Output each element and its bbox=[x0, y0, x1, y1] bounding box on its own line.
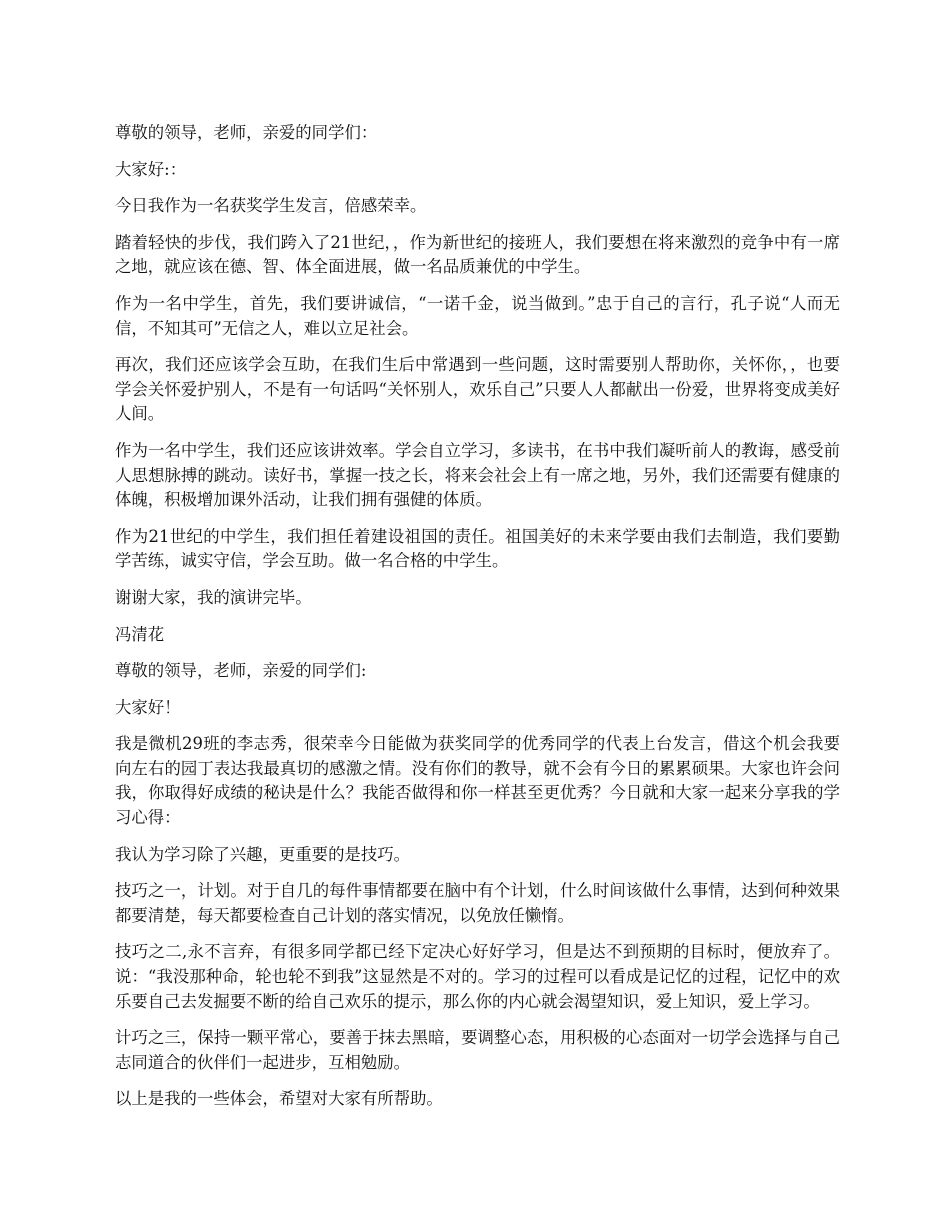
paragraph: 今日我作为一名获奖学生发言，倍感荣幸。 bbox=[115, 196, 427, 216]
paragraph: 踏着轻快的步伐，我们跨入了21世纪，，作为新世纪的接班人，我们要想在将来激烈的竞争中有一席之地，就应该在德、智、体全面进展，做一名品质兼优的中学生。 bbox=[115, 232, 840, 277]
paragraph: 作为21世纪的中学生，我们担任着建设祖国的责任。祖国美好的未来学要由我们去制造，我们要勤学苦练，诚实守信，学会互助。做一名合格的中学生。 bbox=[115, 526, 840, 571]
paragraph: 技巧之二,永不言弃，有很多同学都已经下定决心好好学习，但是达不到预期的目标时，便放弃了。说：“我没那种命，轮也轮不到我”这显然是不对的。学习的过程可以看成是记忆的过程，记忆中的欢乐要自己去发掘要不断的给自己欢乐的提示，那么你的内心就会渴望知识，爱上知识，爱上学习。 bbox=[115, 942, 840, 1011]
paragraph: 技巧之一，计划。对于自几的每件事情都要在脑中有个计划，什么时间该做什么事情，达到何种效果都要清楚，每天都要检查自己计划的落实情况，以免放任懒惰。 bbox=[115, 881, 840, 925]
paragraph: 我是微机29班的李志秀，很荣幸今日能做为获奖同学的优秀同学的代表上台发言，借这个机会我要向左右的园丁表达我最真切的感激之情。没有你们的教导，就不会有今日的累累硕果。大家也许会问我，你取得好成绩的秘诀是什么？我能否做得和你一样甚至更优秀？今日就和大家一起来分享我的学习心得： bbox=[115, 734, 840, 828]
author-name: 冯清花 bbox=[115, 624, 165, 644]
paragraph-salutation: 尊敬的领导，老师，亲爱的同学们: bbox=[115, 661, 367, 681]
paragraph-greeting: 大家好:： bbox=[115, 159, 187, 179]
paragraph-closing: 谢谢大家，我的演讲完毕。 bbox=[115, 587, 312, 607]
paragraph: 我认为学习除了兴趣，更重要的是技巧。 bbox=[115, 844, 411, 864]
paragraph-greeting: 大家好！ bbox=[115, 697, 181, 717]
paragraph: 作为一名中学生，我们还应该讲效率。学会自立学习，多读书，在书中我们凝听前人的教诲，感受前人思想脉搏的跳动。读好书，掌握一技之长，将来会社会上有一席之地，另外，我们还需要有健康的体魄，积极增加课外活动，让我们拥有强健的体质。 bbox=[115, 440, 840, 510]
paragraph: 再次，我们还应该学会互助，在我们生后中常遇到一些问题，这时需要别人帮助你，关怀你，，也要学会关怀爱护别人，不是有一句话吗“关怀别人，欢乐自己”只要人人都献出一份爱，世界将变成美好人间。 bbox=[115, 355, 840, 424]
paragraph-closing: 以上是我的一些体会，希望对大家有所帮助。 bbox=[115, 1089, 443, 1109]
paragraph: 作为一名中学生，首先，我们要讲诚信，“一诺千金，说当做到。”忠于自己的言行，孔子说“人而无信，不知其可”无信之人，难以立足社会。 bbox=[115, 293, 840, 338]
document-page bbox=[115, 121, 840, 1124]
paragraph-salutation: 尊敬的领导，老师，亲爱的同学们： bbox=[115, 123, 378, 142]
paragraph: 计巧之三，保持一颗平常心，要善于抹去黑暗，要调整心态，用积极的心态面对一切学会选择与自己志同道合的伙伴们一起进步，互相勉励。 bbox=[115, 1028, 840, 1072]
